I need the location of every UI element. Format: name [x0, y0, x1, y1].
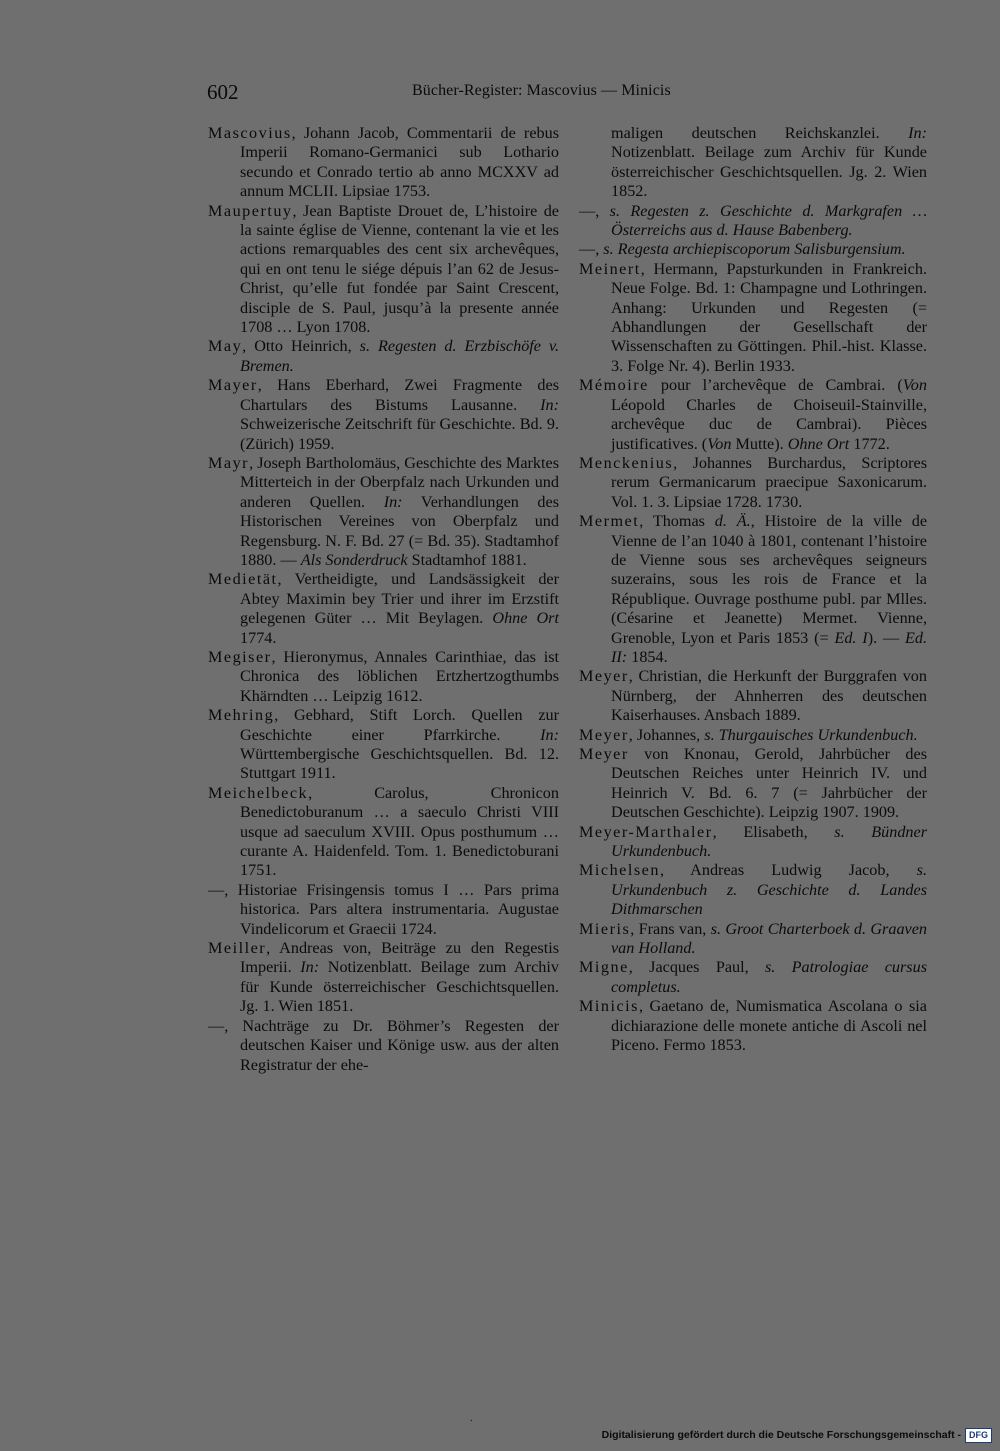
entry-heading: Mayr	[208, 453, 250, 472]
left-column	[208, 124, 559, 1075]
entry-italic: Ohne Ort	[492, 609, 559, 628]
entry-text: , Johannes,	[628, 725, 705, 744]
register-entry	[208, 939, 559, 1017]
entry-text: , Hieronymus, Annales Carinthiae, das ist Chronica des löblichen Ertzhertzogthumbs Khärndten … Leipzig 1612.	[240, 647, 559, 705]
entry-heading: Mermet	[579, 512, 640, 531]
entry-text: , Hans Eberhard, Zwei Fragmente des Chartulars des Bistums Lausanne.	[240, 376, 559, 414]
entry-heading: Megiser	[208, 647, 272, 666]
entry-italic: s. Thurgauisches Urkundenbuch.	[704, 725, 918, 744]
entry-text: Notizenblatt. Beilage zum Archiv für Kunde österreichischer Geschichtsquellen. Jg. 1. Wien 1851.	[240, 958, 559, 1016]
entry-italic: Von	[707, 434, 732, 453]
register-entry	[208, 454, 559, 570]
entry-italic: In:	[383, 492, 403, 511]
entry-text: maligen deutschen Reichskanzlei.	[611, 124, 909, 142]
entry-heading: Meinert	[579, 259, 641, 278]
entry-italic: s. Regesten d. Erzbischöfe v. Bremen.	[240, 337, 559, 375]
entry-text: , Elisabeth,	[712, 822, 835, 841]
register-entry	[579, 920, 927, 959]
register-entry	[579, 202, 927, 241]
entry-text: , Carolus, Chronicon Benedictoburanum … a saeculo Christi VIII usque ad saeculum XVIII. Opus posthumum … curante A. Haidenfeld. Tom. 1. Benedictoburani 1751.	[240, 783, 559, 880]
entry-text: , Joseph Bartholomäus, Geschichte des Marktes Mitterteich in der Oberpfalz nach Urkunden und anderen Quellen.	[240, 453, 559, 511]
entry-text: ,	[595, 240, 604, 259]
entry-text: Mutte).	[731, 434, 788, 453]
entry-heading: Migne	[579, 958, 629, 977]
entry-heading: Meyer	[579, 745, 629, 763]
entry-heading: —	[208, 880, 225, 899]
entry-heading: Mémoire	[579, 376, 649, 395]
entry-heading: Mieris	[579, 919, 631, 938]
register-entry	[208, 648, 559, 706]
entry-text: , Historiae Frisingensis tomus I … Pars prima historica. Pars altera instrumentaria. Augustae Vindelicorum et Graecii 1724.	[224, 880, 559, 938]
entry-text: , Hermann, Papsturkunden in Frankreich. Neue Folge. Bd. 1: Champagne und Lothringen. Anhang: Urkunden und Regesten (= Abhandlungen der Gesellschaft der Wissenschaften zu Göttingen. Phil.-hist. Klasse. 3. Folge Nr. 4). Berlin 1933.	[611, 259, 927, 375]
entry-heading: —	[579, 201, 596, 220]
entry-heading: Mascovius	[208, 124, 292, 142]
dfg-logo: DFG	[965, 1428, 992, 1443]
register-entry	[579, 997, 927, 1055]
entry-text: , Johann Jacob, Commentarii de rebus Imperii Romano-Germanici sub Lothario secundo et Conrado tertio ab anno MCXXV ad annum MCLII. Lipsiae 1753.	[240, 124, 559, 201]
entry-italic: Von	[902, 376, 927, 395]
register-entry	[208, 881, 559, 939]
entry-heading: Meichelbeck	[208, 783, 309, 802]
register-entry	[579, 124, 927, 202]
entry-text: ,	[595, 201, 610, 220]
entry-heading: Meyer	[579, 725, 629, 744]
entry-text: , Andreas Ludwig Jacob,	[659, 861, 917, 880]
entry-heading: Medietät	[208, 570, 278, 589]
entry-heading: Meyer-Marthaler	[579, 822, 713, 841]
entry-heading: Mayer	[208, 376, 258, 395]
entry-italic: s. Bündner Urkundenbuch.	[611, 822, 927, 861]
register-entry	[208, 784, 559, 881]
entry-heading: Menckenius	[579, 453, 674, 472]
register-entry	[579, 376, 927, 454]
entry-text: Württembergische Geschichtsquellen. Bd. 12. Stuttgart 1911.	[240, 745, 559, 783]
register-entry	[579, 958, 927, 997]
register-entry	[579, 726, 927, 745]
register-entry	[579, 667, 927, 725]
entry-text: ). —	[867, 628, 905, 647]
entry-heading: Meiller	[208, 939, 267, 958]
entry-text: 1772.	[849, 434, 890, 453]
entry-text: pour l’archevêque de Cambrai. (	[648, 376, 903, 395]
entry-italic: Ed. I	[834, 628, 868, 647]
entry-italic: s. Patrologiae cursus completus.	[611, 958, 927, 996]
entry-heading: May	[208, 337, 243, 356]
footer-bar	[602, 1427, 992, 1443]
entry-text: , Frans van,	[630, 919, 711, 938]
register-entry	[208, 376, 559, 454]
page-number: 602	[207, 80, 239, 104]
entry-heading: Michelsen	[579, 861, 660, 880]
entry-text: Schweizerische Zeitschrift für Geschichte. Bd. 9. (Zürich) 1959.	[240, 415, 559, 453]
register-entry	[208, 124, 559, 202]
register-entry	[208, 570, 559, 648]
center-dot: .	[470, 1413, 473, 1424]
entry-text: , Gebhard, Stift Lorch. Quellen zur Geschichte einer Pfarrkirche.	[240, 706, 559, 744]
entry-text: , Gaetano de, Numismatica Ascolana o sia dichiarazione delle monete antiche di Ascoli nel Piceno. Fermo 1853.	[611, 997, 927, 1055]
entry-text: , Jacques Paul,	[628, 958, 765, 977]
right-column	[579, 124, 927, 1056]
entry-text: Stadtamhof 1881.	[407, 550, 527, 569]
register-entry	[579, 861, 927, 919]
entry-text: 1774.	[240, 628, 277, 647]
register-entry	[208, 337, 559, 376]
entry-text: , Histoire de la ville de Vienne de l’an 1040 à 1801, contenant l’histoire de Vienne sous ses archevêques seigneurs suzerains, sous les rois de France et la République. Ouvrage posthume publ. par Mlles. (Césarine et Jeanette) Mermet. Vienne, Grenoble, Lyon et Paris 1853 (=	[611, 512, 928, 647]
entry-text: , Thomas	[639, 512, 715, 531]
entry-italic: s. Regesten z. Geschichte d. Markgrafen … Österreichs aus d. Hause Babenberg.	[609, 201, 928, 240]
entry-text: 1854.	[627, 647, 668, 666]
register-entry	[579, 260, 927, 376]
register-entry	[208, 202, 559, 338]
entry-italic: In:	[540, 395, 559, 414]
entry-italic: s. Groot Charterboek d. Graaven van Holland.	[611, 919, 928, 958]
entry-italic: Als Sonderdruck	[300, 550, 408, 569]
entry-text: von Knonau, Gerold, Jahrbücher des Deutschen Reiches unter Heinrich IV. und Heinrich V. Bd. 6. 7 (= Jahrbücher der Deutschen Geschichte). Leipzig 1907. 1909.	[611, 745, 927, 822]
funding-note: Digitalisierung gefördert durch die Deutsche Forschungsgemeinschaft -	[601, 1429, 961, 1441]
entry-italic: Ed. II:	[611, 628, 928, 666]
register-entry	[579, 240, 927, 259]
entry-heading: Mehring	[208, 706, 275, 725]
entry-italic: d. Ä.	[714, 512, 751, 531]
entry-heading: Meyer	[579, 667, 629, 686]
entry-text: , Christian, die Herkunft der Burggrafen von Nürnberg, der Ahnherren des deutschen Kaiserhauses. Ansbach 1889.	[611, 667, 927, 725]
entry-text: , Andreas von, Beiträge zu den Regestis Imperii.	[240, 939, 559, 977]
entry-text: , Nachträge zu Dr. Böhmer’s Regesten der deutschen Kaiser und Könige usw. aus der alten Registratur der ehe-	[224, 1016, 559, 1074]
running-head: Bücher-Register: Mascovius — Minicis	[412, 82, 671, 99]
entry-italic: s. Urkundenbuch z. Geschichte d. Landes Dithmarschen	[611, 861, 927, 919]
entry-heading: —	[208, 1016, 225, 1035]
entry-text: , Otto Heinrich,	[242, 337, 360, 356]
register-entry	[579, 512, 927, 667]
register-entry	[579, 745, 927, 823]
register-entry	[579, 454, 927, 512]
entry-italic: In:	[908, 124, 927, 142]
entry-text: , Vertheidigte, und Landsässigkeit der Abtey Maximin bey Trier und ihrer im Erzstift gelegenen Güter … Mit Beylagen.	[240, 570, 559, 628]
entry-italic: Ohne Ort	[787, 434, 850, 453]
entry-italic: s. Regesta archiepiscoporum Salisburgensium.	[603, 240, 906, 259]
entry-text: , Jean Baptiste Drouet de, L’histoire de la sainte église de Vienne, contenant la vie et les actions remarquables des cent six archevêques, qui en ont tenu le siége dépuis l’an 62 de Jesus-Christ, qu’elle fut fondée par Saint Crescent, disciple de S. Paul, jusqu’à la presente année 1708 … Lyon 1708.	[240, 201, 559, 337]
register-entry	[579, 823, 927, 862]
entry-text: Verhandlungen des Historischen Vereines von Oberpfalz und Regensburg. N. F. Bd. 27 (= Bd. 35). Stadtamhof 1880. —	[240, 492, 560, 569]
entry-text: Léopold Charles de Choiseuil-Stainville, archevêque duc de Cambrai). Pièces justificatives. (	[611, 395, 927, 453]
entry-heading: Minicis	[579, 997, 639, 1016]
entry-text: Notizenblatt. Beilage zum Archiv für Kunde österreichischer Geschichtsquellen. Jg. 2. Wien 1852.	[611, 143, 927, 201]
register-entry	[208, 706, 559, 784]
entry-italic: In:	[540, 725, 559, 744]
entry-text: , Johannes Burchardus, Scriptores rerum Germanicarum praecipue Saxonicarum. Vol. 1. 3. Lipsiae 1728. 1730.	[611, 453, 927, 511]
entry-heading: —	[579, 240, 596, 259]
entry-heading: Maupertuy	[208, 201, 293, 220]
register-entry	[208, 1017, 559, 1075]
entry-italic: In:	[300, 958, 320, 977]
